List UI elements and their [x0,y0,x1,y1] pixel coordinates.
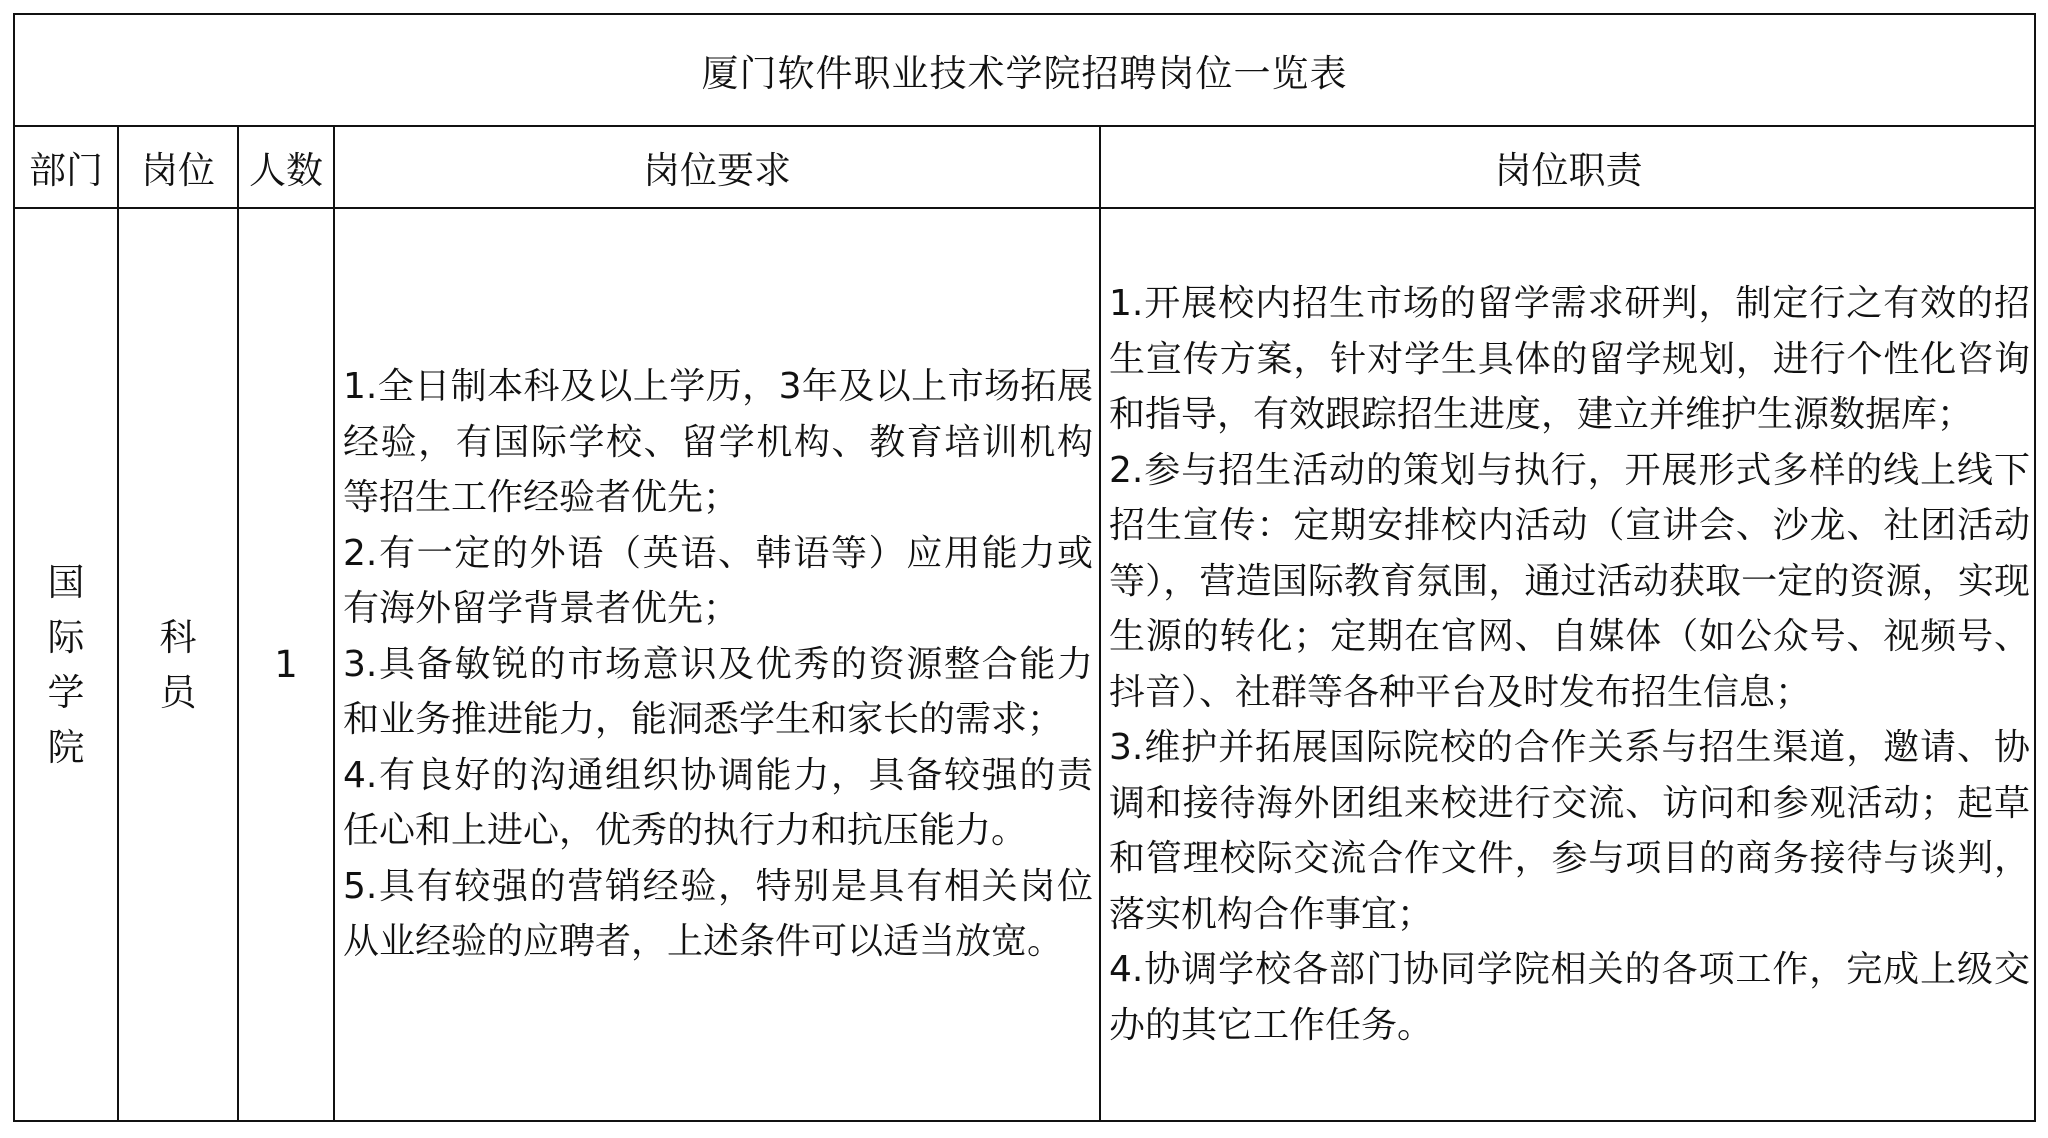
requirements-cell [335,209,1101,1120]
header-duties: 岗位职责 [1494,149,1643,192]
duty-item: 1.开展校内招生市场的留学需求研判，制定行之有效的招生宣传方案，针对学生具体的留学规划，进行个性化咨询和指导，有效跟踪招生进度，建立并维护生源数据库； [1109,283,2030,435]
position-cell [119,209,239,1120]
header-requirements: 岗位要求 [335,127,1101,207]
header-count: 人数 [239,127,335,207]
position-char: 科 [159,615,197,659]
table-title: 厦门软件职业技术学院招聘岗位一览表 [15,15,2034,127]
department-char: 院 [47,725,85,769]
department-char: 际 [47,615,85,659]
department-char: 国 [47,560,85,604]
requirement-item: 4.有良好的沟通组织协调能力，具备较强的责任心和上进心，优秀的执行力和抗压能力。 [343,754,1093,852]
requirements-text [343,359,1093,970]
table-header-row [15,127,2034,209]
recruitment-table [13,13,2036,1122]
count-cell: 1 [239,209,335,1120]
duties-cell [1101,209,2036,1120]
department-cell [15,209,119,1120]
position-vertical-text [160,610,197,720]
requirement-item: 1.全日制本科及以上学历，3年及以上市场拓展经验，有国际学校、留学机构、教育培训机构等招生工作经验者优先； [343,366,1093,519]
position-char: 员 [159,670,197,714]
table-row [15,209,2034,1120]
header-position: 岗位 [119,127,239,207]
department-vertical-text [48,555,85,775]
department-char: 学 [47,670,85,714]
duty-item: 4.协调学校各部门协同学院相关的各项工作，完成上级交办的其它工作任务。 [1109,949,2030,1046]
requirement-item: 3.具备敏锐的市场意识及优秀的资源整合能力和业务推进能力，能洞悉学生和家长的需求； [343,643,1093,741]
duties-text [1109,276,2030,1053]
requirement-item: 2.有一定的外语（英语、韩语等）应用能力或有海外留学背景者优先； [343,532,1093,630]
duty-item: 3.维护并拓展国际院校的合作关系与招生渠道，邀请、协调和接待海外团组来校进行交流、访问和参观活动；起草和管理校际交流合作文件，参与项目的商务接待与谈判，落实机构合作事宜； [1109,727,2030,935]
header-department: 部门 [15,127,119,207]
requirement-item: 5.具有较强的营销经验，特别是具有相关岗位从业经验的应聘者，上述条件可以适当放宽。 [343,865,1093,963]
duty-item: 2.参与招生活动的策划与执行，开展形式多样的线上线下招生宣传：定期安排校内活动（宣讲会、沙龙、社团活动等），营造国际教育氛围，通过活动获取一定的资源，实现生源的转化；定期在官网、自媒体（如公众号、视频号、抖音）、社群等各种平台及时发布招生信息； [1109,449,2030,713]
